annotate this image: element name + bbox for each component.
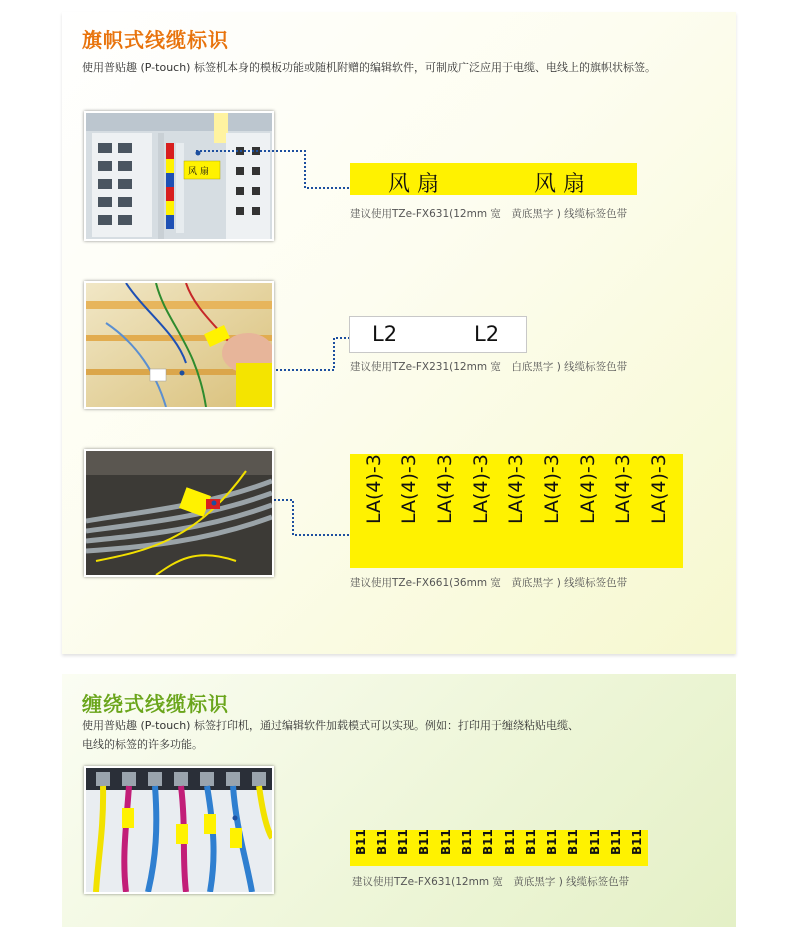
label-text-vertical: LA(4)-3 bbox=[398, 454, 421, 524]
svg-text:风 扇: 风 扇 bbox=[188, 167, 209, 177]
label-text-vertical: LA(4)-3 bbox=[469, 454, 492, 524]
label-text-vertical: LA(4)-3 bbox=[505, 454, 528, 524]
flag-label-white-l2 bbox=[349, 316, 527, 353]
wrap-label-yellow-b11 bbox=[350, 830, 648, 866]
label-text-vertical: B11 bbox=[460, 829, 475, 855]
label-text-vertical: B11 bbox=[502, 829, 517, 855]
label-text-vertical: B11 bbox=[353, 829, 368, 855]
label-text-vertical: LA(4)-3 bbox=[648, 454, 671, 524]
wrap-caption: 建议使用TZe-FX631(12mm 宽 黄底黑字 ) 线缆标签色带 bbox=[352, 876, 630, 888]
label-text-left: 风 扇 bbox=[388, 172, 439, 197]
label-text-vertical: LA(4)-3 bbox=[541, 454, 564, 524]
wrap-section-title: 缠绕式线缆标识 bbox=[82, 692, 229, 716]
label-text-right: 风 扇 bbox=[534, 172, 585, 197]
label-text-vertical: B11 bbox=[374, 829, 389, 855]
label-text-vertical: B11 bbox=[481, 829, 496, 855]
photo-hand-cables bbox=[84, 281, 274, 409]
label-text-left: L2 bbox=[372, 322, 398, 346]
label-text-vertical: LA(4)-3 bbox=[362, 454, 385, 524]
label-text-vertical: B11 bbox=[587, 829, 602, 855]
label-text-vertical: B11 bbox=[630, 829, 645, 855]
label-text-row bbox=[350, 830, 648, 866]
label-text-vertical: B11 bbox=[609, 829, 624, 855]
label-text-row bbox=[350, 454, 683, 568]
label-text-vertical: B11 bbox=[566, 829, 581, 855]
label-text-vertical: B11 bbox=[417, 829, 432, 855]
photo-cable-bundle bbox=[84, 449, 274, 577]
flag-section-description: 使用普贴趣 (P-touch) 标签机本身的模板功能或随机附赠的编辑软件，可制成广泛应用于电缆、电线上的旗帜状标签。 bbox=[82, 61, 656, 74]
photo-patch-cables bbox=[84, 766, 274, 894]
flag-caption-1: 建议使用TZe-FX631(12mm 宽 黄底黑字 ) 线缆标签色带 bbox=[350, 208, 628, 220]
label-text-right: L2 bbox=[474, 322, 500, 346]
label-text-vertical: LA(4)-3 bbox=[434, 454, 457, 524]
flag-label-yellow-la43 bbox=[350, 454, 683, 568]
label-text-vertical: B11 bbox=[438, 829, 453, 855]
label-text-vertical: B11 bbox=[396, 829, 411, 855]
flag-caption-3: 建议使用TZe-FX661(36mm 宽 黄底黑字 ) 线缆标签色带 bbox=[350, 577, 628, 589]
label-text-vertical: B11 bbox=[523, 829, 538, 855]
flag-section-title: 旗帜式线缆标识 bbox=[82, 28, 229, 52]
flag-caption-2: 建议使用TZe-FX231(12mm 宽 白底黑字 ) 线缆标签色带 bbox=[350, 361, 628, 373]
flag-label-yellow-fan bbox=[350, 163, 637, 195]
wrap-section-description-line1: 使用普贴趣 (P-touch) 标签打印机，通过编辑软件加载模式可以实现。例如：打印用于缠绕粘贴电缆、 bbox=[82, 719, 579, 732]
wrap-section-description-line2: 电线的标签的许多功能。 bbox=[82, 738, 203, 751]
label-text-vertical: LA(4)-3 bbox=[612, 454, 635, 524]
label-text-vertical: LA(4)-3 bbox=[576, 454, 599, 524]
label-text-vertical: B11 bbox=[545, 829, 560, 855]
